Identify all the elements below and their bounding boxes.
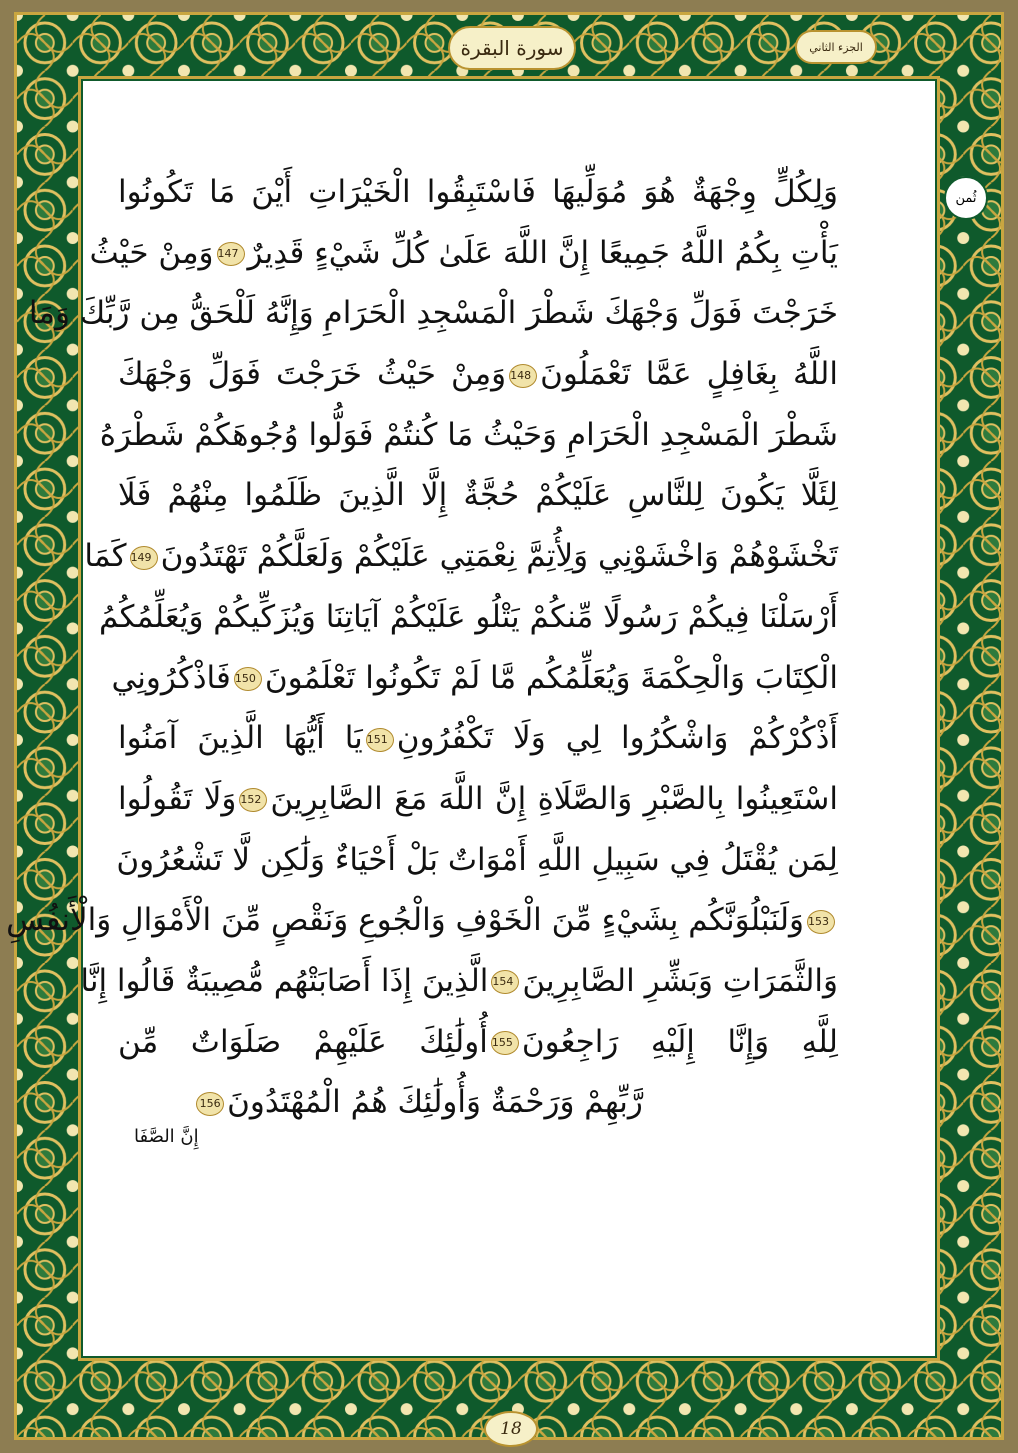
text-line <box>98 587 838 648</box>
verse-text: يَأْتِ بِكُمُ اللَّهُ جَمِيعًا إِنَّ اللَّهَ عَلَىٰ كُلِّ شَيْءٍ قَدِيرٌ <box>247 234 838 271</box>
text-line <box>118 465 838 526</box>
ayah-number-marker: 155 <box>491 1031 519 1055</box>
verse-text: رَّبِّهِمْ وَرَحْمَةٌ وَأُولَٰئِكَ هُمُ الْمُهْتَدُونَ <box>227 1084 643 1121</box>
verse-text: اللَّهُ بِغَافِلٍ عَمَّا تَعْمَلُونَ <box>540 356 838 393</box>
verse-text: لِمَن يُقْتَلُ فِي سَبِيلِ اللَّهِ أَمْوَاتٌ بَلْ أَحْيَاءٌ وَلَٰكِن لَّا تَشْعُرُونَ <box>116 841 838 878</box>
verse-text: وَلِكُلٍّ وِجْهَةٌ هُوَ مُوَلِّيهَا فَاسْتَبِقُوا الْخَيْرَاتِ أَيْنَ مَا تَكُونُوا <box>118 174 838 210</box>
verse-text: أُولَٰئِكَ عَلَيْهِمْ صَلَوَاتٌ مِّن <box>118 1023 488 1060</box>
text-line <box>84 526 838 587</box>
ayah-number-marker: 147 <box>217 242 245 266</box>
verse-text: وَالثَّمَرَاتِ وَبَشِّرِ الصَّابِرِينَ <box>522 962 838 999</box>
verse-text: شَطْرَ الْمَسْجِدِ الْحَرَامِ وَحَيْثُ مَا كُنتُمْ فَوَلُّوا وُجُوهَكُمْ شَطْرَهُ <box>99 416 838 453</box>
verse-text: يَا أَيُّهَا الَّذِينَ آمَنُوا <box>118 720 363 757</box>
ayah-number-marker: 149 <box>130 546 158 570</box>
ayah-number-marker: 150 <box>234 667 262 691</box>
ayah-number-marker: 151 <box>366 728 394 752</box>
ayah-number-marker: 154 <box>491 970 519 994</box>
verse-text: وَمِنْ حَيْثُ خَرَجْتَ فَوَلِّ وَجْهَكَ <box>118 356 507 393</box>
verse-text: وَلَنَبْلُوَنَّكُم بِشَيْءٍ مِّنَ الْخَوْفِ وَالْجُوعِ وَنَقْصٍ مِّنَ الْأَمْوَالِ وَالْأَنفُسِ <box>6 902 804 939</box>
ayah-number-marker: 156 <box>196 1092 224 1116</box>
text-line <box>118 344 838 405</box>
catchword: إِنَّ الصَّفَا <box>134 1126 199 1147</box>
text-line <box>118 769 838 830</box>
text-line <box>118 830 838 891</box>
verse-text: كَمَا <box>84 538 127 575</box>
text-line <box>118 162 838 223</box>
text-line <box>89 223 838 284</box>
text-line <box>99 405 838 466</box>
verse-text: فَاذْكُرُونِي <box>111 659 231 696</box>
text-line <box>111 648 838 709</box>
text-line <box>6 890 838 951</box>
verse-text: أَرْسَلْنَا فِيكُمْ رَسُولًا مِّنكُمْ يَتْلُو عَلَيْكُمْ آيَاتِنَا وَيُزَكِّيكُمْ وَيُعَلِّمُكُمُ <box>98 598 838 635</box>
ayah-number-marker: 148 <box>509 364 537 388</box>
verse-text: أَذْكُرْكُمْ وَاشْكُرُوا لِي وَلَا تَكْفُرُونِ <box>396 720 839 757</box>
quran-text <box>6 162 839 1133</box>
verse-text: تَخْشَوْهُمْ وَاخْشَوْنِي وَلِأُتِمَّ نِعْمَتِي عَلَيْكُمْ وَلَعَلَّكُمْ تَهْتَدُونَ <box>160 538 838 575</box>
verse-text: اسْتَعِينُوا بِالصَّبْرِ وَالصَّلَاةِ إِنَّ اللَّهَ مَعَ الصَّابِرِينَ <box>270 780 839 817</box>
hizb-marker: ثُمن <box>944 176 988 220</box>
text-line <box>118 708 838 769</box>
ayah-number-marker: 153 <box>807 910 835 934</box>
verse-text: وَمِنْ حَيْثُ <box>89 234 214 271</box>
text-line <box>118 1012 838 1073</box>
juz-label: الجزء الثاني <box>795 30 877 64</box>
verse-text: خَرَجْتَ فَوَلِّ وَجْهَكَ شَطْرَ الْمَسْجِدِ الْحَرَامِ وَإِنَّهُ لَلْحَقُّ مِن رَّبِّكَ وَمَا <box>28 295 838 332</box>
surah-title: سورة البقرة <box>448 26 576 70</box>
verse-text: وَلَا تَقُولُوا <box>118 780 237 817</box>
text-line <box>178 1072 778 1133</box>
text-line <box>80 951 838 1012</box>
verse-text: الَّذِينَ إِذَا أَصَابَتْهُم مُّصِيبَةٌ قَالُوا إِنَّا <box>80 962 489 999</box>
verse-text: الْكِتَابَ وَالْحِكْمَةَ وَيُعَلِّمُكُم مَّا لَمْ تَكُونُوا تَعْلَمُونَ <box>264 659 838 696</box>
page-number: 18 <box>484 1411 538 1447</box>
ayah-number-marker: 152 <box>239 788 267 812</box>
text-line <box>28 283 838 344</box>
verse-text: لِلَّهِ وَإِنَّا إِلَيْهِ رَاجِعُونَ <box>521 1023 838 1060</box>
verse-text: لِئَلَّا يَكُونَ لِلنَّاسِ عَلَيْكُمْ حُجَّةٌ إِلَّا الَّذِينَ ظَلَمُوا مِنْهُمْ فَلَا <box>118 477 838 514</box>
